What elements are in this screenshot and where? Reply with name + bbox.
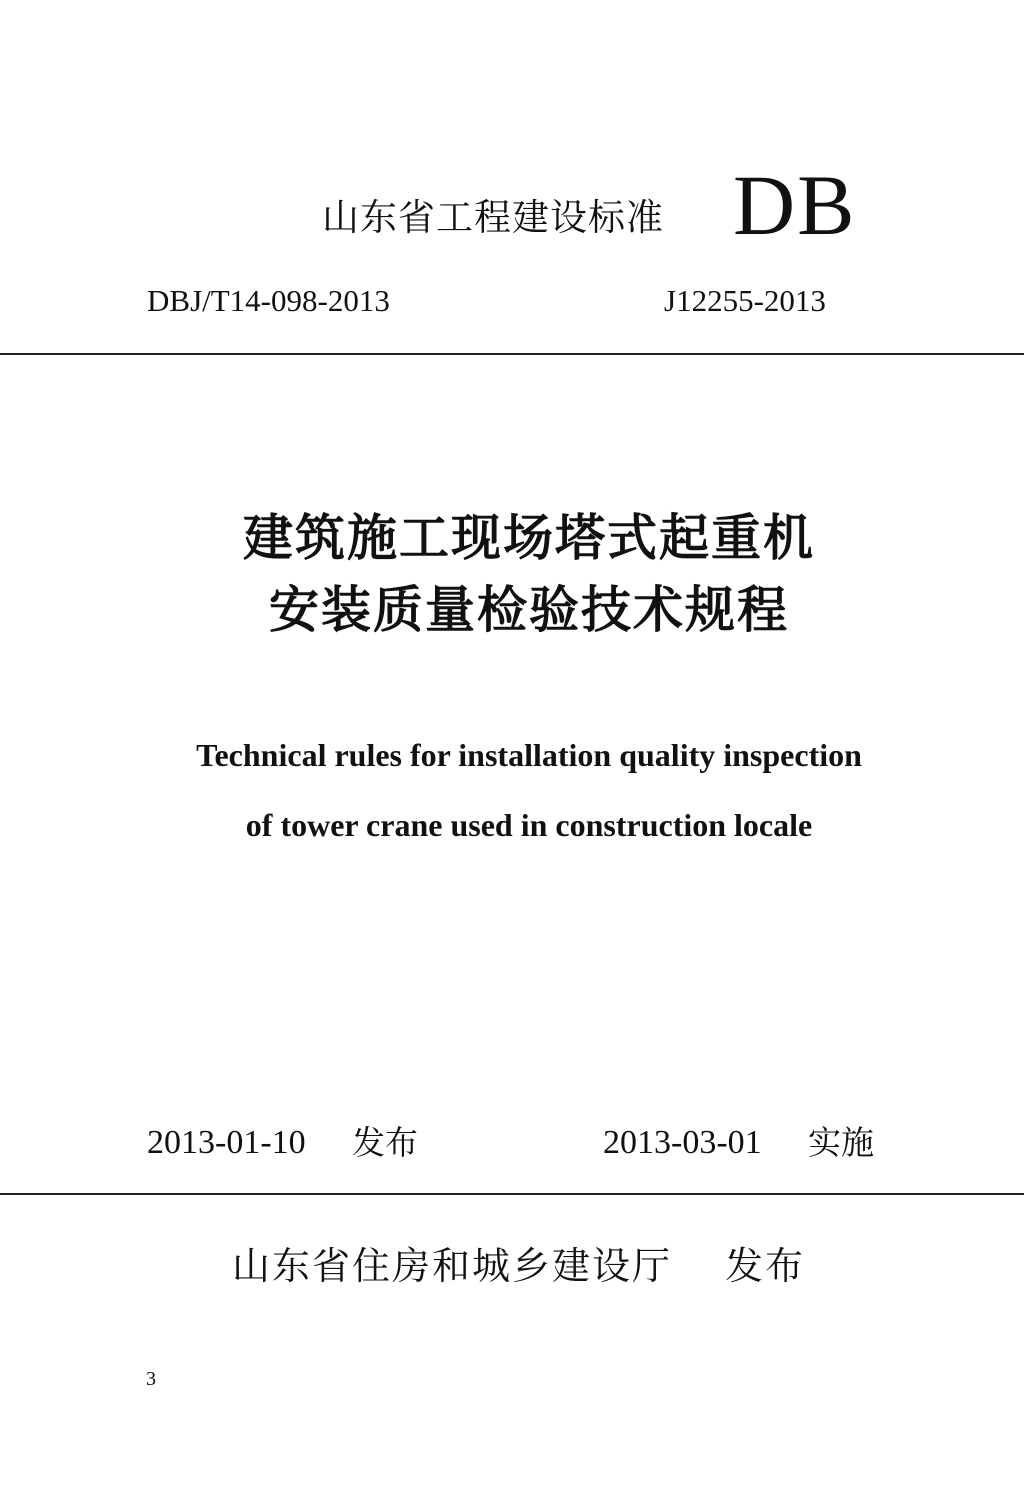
footer-divider (0, 1193, 1024, 1195)
chinese-title-line-2: 安装质量检验技术规程 (269, 581, 789, 639)
issue-label: 发布 (352, 1123, 418, 1162)
db-standard-mark: DB (733, 157, 857, 253)
issue-date: 2013-01-10 (147, 1124, 306, 1161)
header-divider (0, 353, 1024, 355)
chinese-title-line-1: 建筑施工现场塔式起重机 (243, 509, 815, 567)
issuing-action: 发布 (725, 1244, 806, 1288)
issuing-authority: 山东省住房和城乡建设厅 (232, 1244, 673, 1288)
english-title-line-1: Technical rules for installation quality inspection (196, 737, 862, 773)
implementation-date: 2013-03-01 (603, 1124, 762, 1161)
standard-type-label: 山东省工程建设标准 (322, 196, 664, 239)
implementation-label: 实施 (808, 1123, 874, 1162)
english-title-line-2: of tower crane used in construction locale (245, 807, 813, 843)
record-number: J12255-2013 (664, 283, 826, 318)
standard-number: DBJ/T14-098-2013 (147, 283, 390, 318)
page-number: 3 (146, 1368, 156, 1390)
